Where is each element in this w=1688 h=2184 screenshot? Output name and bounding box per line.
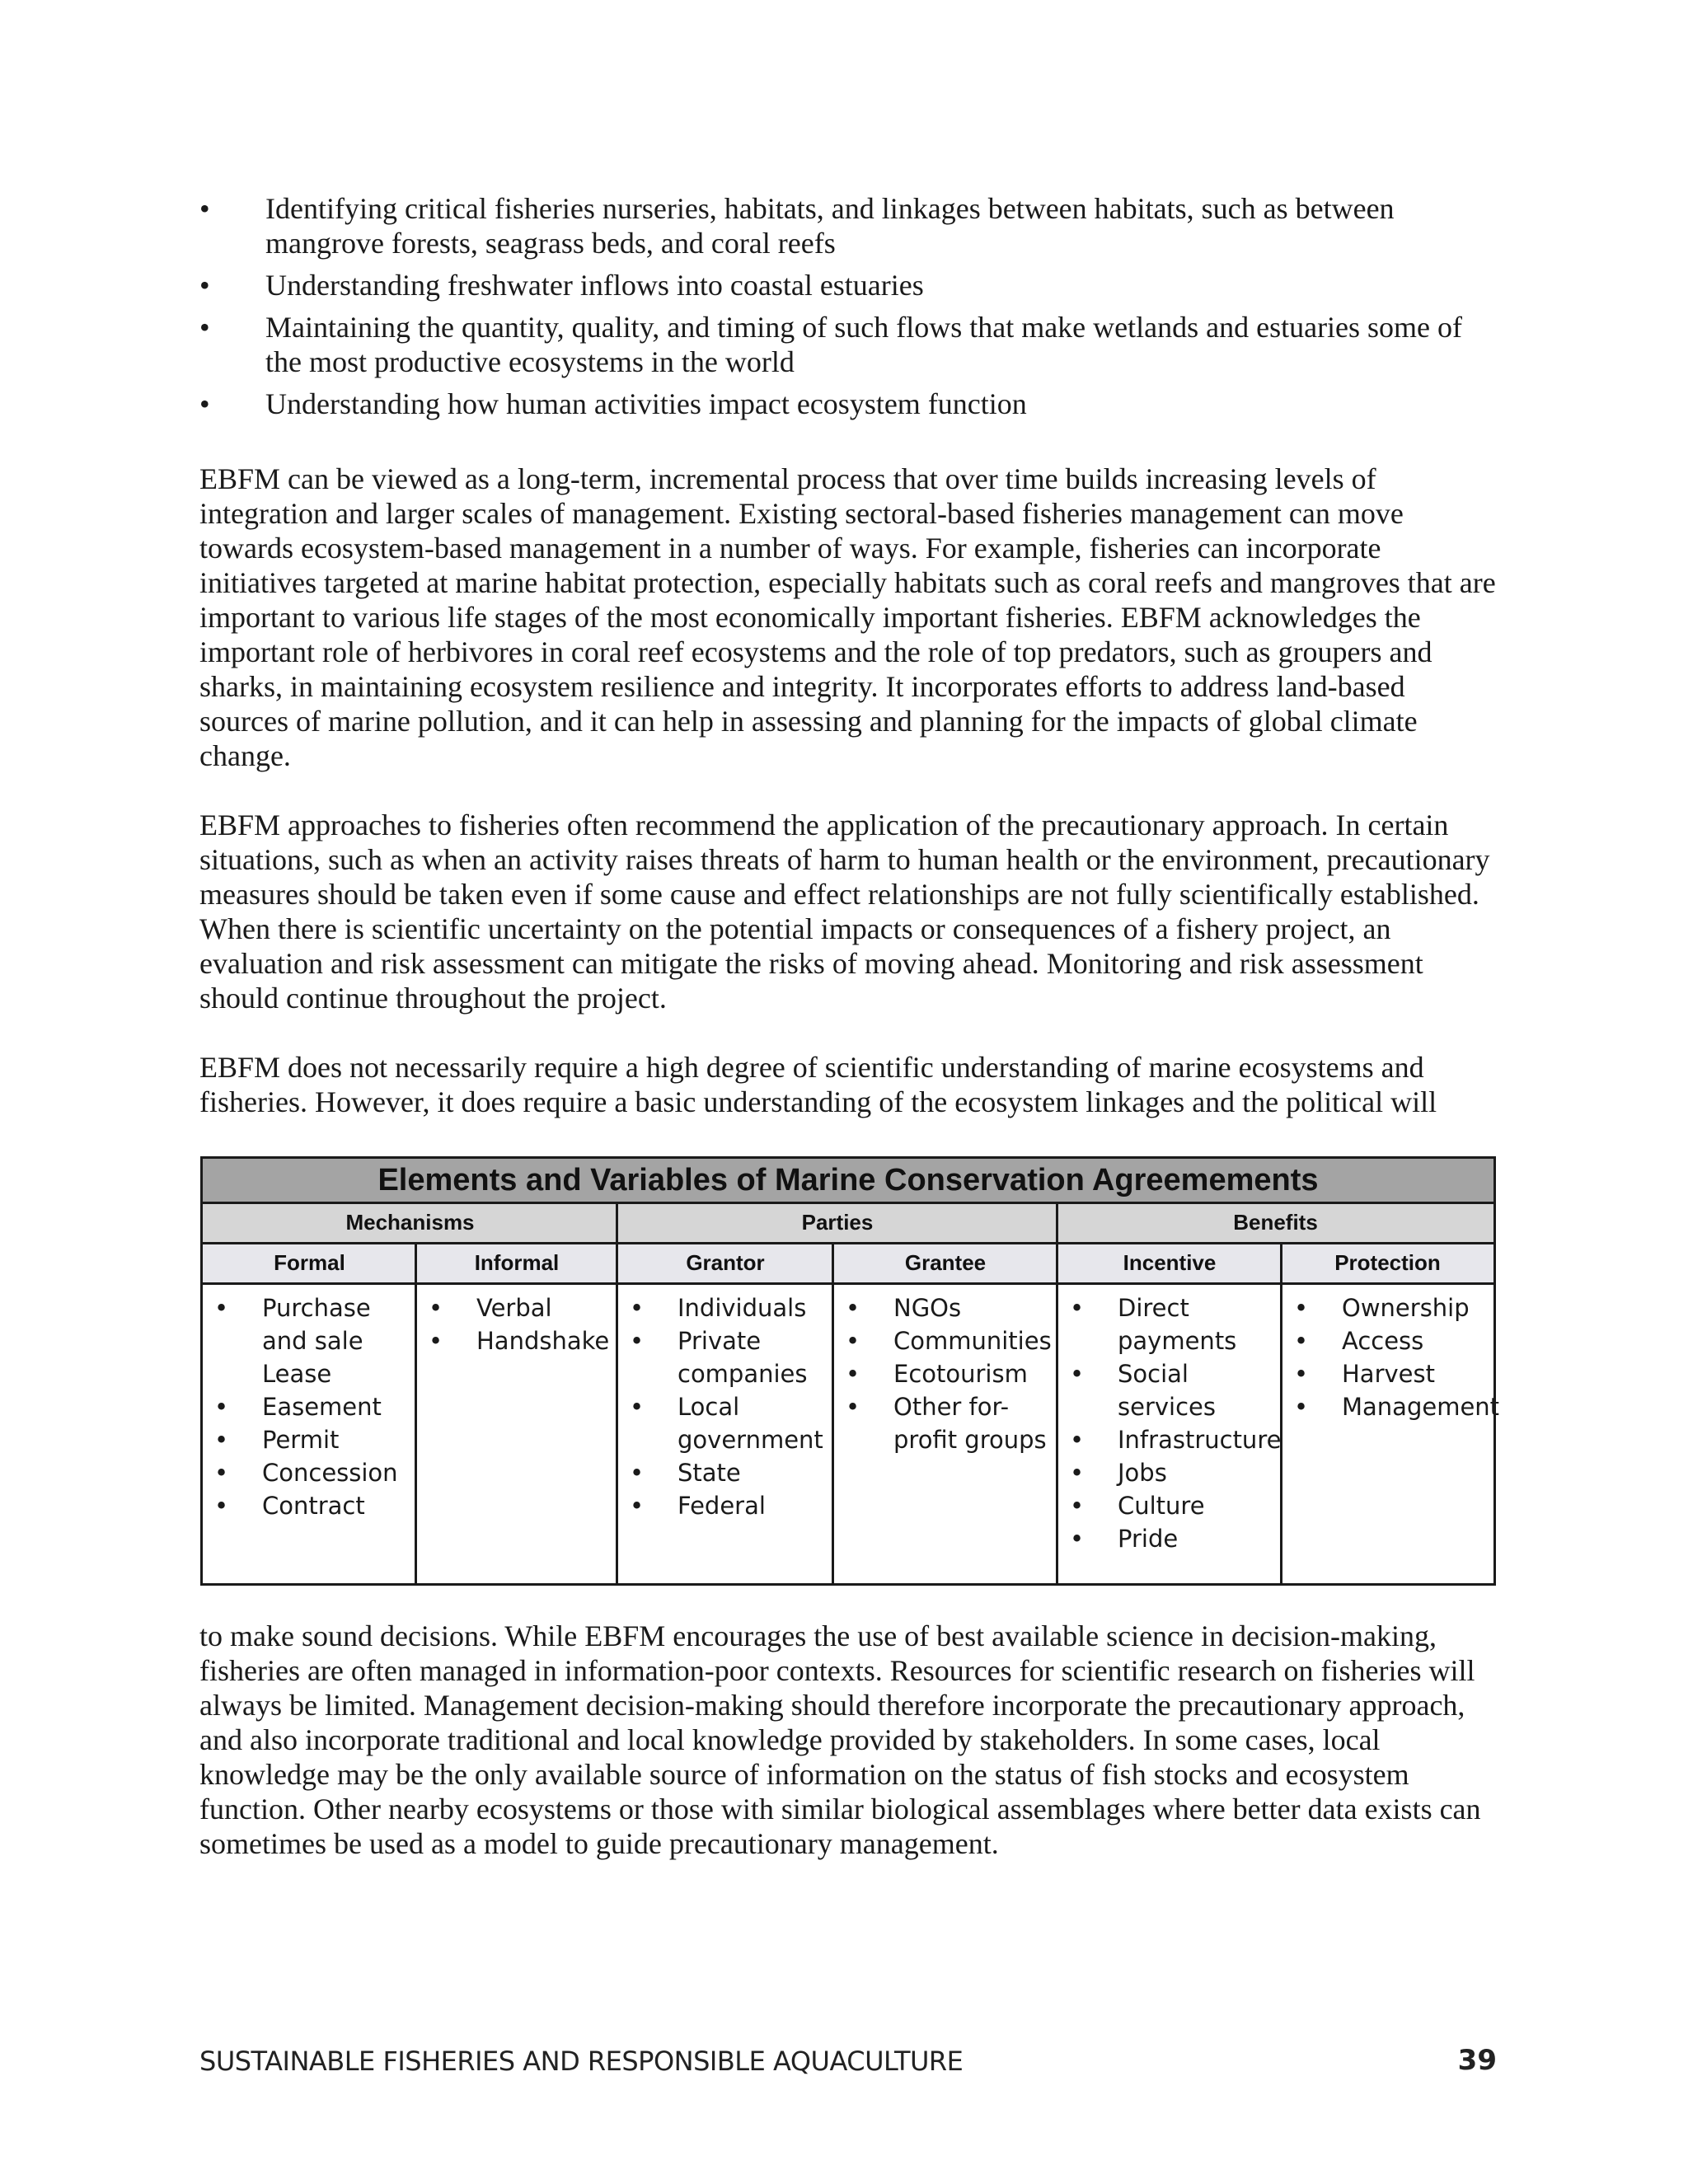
table-list-item	[1058, 1423, 1280, 1456]
table-list-item	[1058, 1291, 1280, 1324]
table-item-text: Access	[1342, 1327, 1424, 1355]
bullet-icon: •	[429, 1294, 443, 1322]
table-list-item	[1282, 1390, 1500, 1423]
table-list-item	[203, 1357, 415, 1390]
bullet-icon: •	[214, 1492, 229, 1520]
table-list-item	[618, 1456, 832, 1489]
bullet-icon: •	[1070, 1492, 1085, 1520]
table-list-item	[834, 1390, 1056, 1423]
table-list-item	[417, 1324, 616, 1357]
table-item-text: Management	[1342, 1393, 1500, 1421]
table-item-text: Communities	[893, 1327, 1052, 1355]
table-item-text: Lease	[262, 1360, 332, 1388]
table-list-item	[834, 1357, 1056, 1390]
table-list-item	[618, 1357, 832, 1390]
bullet-icon: •	[630, 1393, 645, 1421]
table-item-text: Federal	[678, 1492, 766, 1520]
cell-informal	[417, 1285, 616, 1583]
table-item-text: Local	[678, 1393, 740, 1421]
table-list-item	[618, 1291, 832, 1324]
paragraph-precautionary-approach: EBFM approaches to fisheries often recommend the application of the precautionary approach. In certain situations, such as when an activity raises threats of harm to human health or the environment, precautionary measures should be taken even if some cause and effect relationships are not fully scientifically established. When there is scientific uncertainty on the potential impacts or consequences of a fishery project, an evaluation and risk assessment can mitigate the risks of moving ahead. Monitoring and risk assessment should continue throughout the project.	[199, 808, 1490, 1015]
table-item-text: Individuals	[678, 1294, 807, 1322]
table-list-item	[1058, 1390, 1280, 1423]
bullet-icon: •	[1070, 1426, 1085, 1454]
bullet-icon: •	[1070, 1525, 1085, 1553]
bullet-icon: •	[1070, 1459, 1085, 1487]
table-item-text: government	[678, 1426, 823, 1454]
table-list-item	[1282, 1291, 1493, 1324]
table-item-text: services	[1118, 1393, 1216, 1421]
bullet-icon: •	[1070, 1360, 1085, 1388]
bullet-icon: •	[199, 192, 210, 225]
marine-conservation-agreements-table	[200, 1156, 1500, 1586]
bullet-icon: •	[630, 1492, 645, 1520]
table-title: Elements and Variables of Marine Conservation Agreemements	[203, 1159, 1493, 1204]
table-list-item	[203, 1324, 415, 1357]
cell-incentive	[1058, 1285, 1280, 1583]
bullet-icon: •	[846, 1294, 860, 1322]
bullet-icon: •	[1070, 1294, 1085, 1322]
cell-grantee	[834, 1285, 1056, 1583]
column-header-protection: Protection	[1334, 1250, 1441, 1275]
table-item-text: Contract	[262, 1492, 365, 1520]
table-list-item	[618, 1390, 832, 1423]
table-item-text: NGOs	[893, 1294, 962, 1322]
table-list-item	[1058, 1357, 1280, 1390]
bullet-text: Understanding freshwater inflows into coastal estuaries	[265, 269, 924, 302]
table-list-item	[618, 1489, 832, 1522]
table-item-text: Easement	[262, 1393, 382, 1421]
table-item-text: Private	[678, 1327, 762, 1355]
table-item-text: Social	[1118, 1360, 1189, 1388]
table-item-text: State	[678, 1459, 741, 1487]
table-list-item	[1282, 1357, 1493, 1390]
bullet-icon: •	[199, 269, 210, 302]
bullet-icon: •	[1294, 1360, 1309, 1388]
table-item-text: and sale	[262, 1327, 363, 1355]
cell-grantor	[618, 1285, 832, 1583]
table-item-text: Purchase	[262, 1294, 371, 1322]
table-list-item	[834, 1423, 1056, 1456]
table-list-item	[1058, 1456, 1280, 1489]
table-list-item	[1282, 1324, 1493, 1357]
table-item-text: Ecotourism	[893, 1360, 1028, 1388]
table-list-item	[1058, 1489, 1280, 1522]
column-header-informal: Informal	[474, 1250, 560, 1275]
table-item-text: payments	[1118, 1327, 1237, 1355]
table-item-text: companies	[678, 1360, 808, 1388]
table-item-text: Other for-	[893, 1393, 1010, 1421]
bullet-icon: •	[630, 1294, 645, 1322]
bullet-icon: •	[214, 1294, 229, 1322]
bullet-icon: •	[214, 1459, 229, 1487]
table-item-text: Culture	[1118, 1492, 1205, 1520]
table-list-item	[1058, 1522, 1280, 1555]
table-list-item	[203, 1291, 415, 1324]
cell-formal	[203, 1285, 415, 1583]
bullet-icon: •	[846, 1393, 860, 1421]
column-header-grantor: Grantor	[686, 1250, 765, 1275]
group-header-parties: Parties	[801, 1210, 874, 1235]
paragraph-long-term-process: EBFM can be viewed as a long-term, incremental process that over time builds increasing levels of integration and larger scales of management. Existing sectoral-based fisheries management can move towards ecosystem-based management in a number of ways. For example, fisheries can incorporate initiatives targeted at marine habitat protection, especially habitats such as coral reefs and mangroves that are important to various life stages of the most economically important fisheries. EBFM acknowledges the important role of herbivores in coral reef ecosystems and the role of top predators, such as groupers and sharks, in maintaining ecosystem resilience and integrity. It incorporates efforts to address land-based sources of marine pollution, and it can help in assessing and planning for the impacts of global climate change.	[199, 462, 1496, 772]
column-header-formal: Formal	[274, 1250, 345, 1275]
table-item-text: Jobs	[1118, 1459, 1167, 1487]
bullet-icon: •	[846, 1360, 860, 1388]
bullet-icon: •	[429, 1327, 443, 1355]
list-item	[199, 191, 1493, 260]
column-header-incentive: Incentive	[1123, 1250, 1217, 1275]
running-footer-title: SUSTAINABLE FISHERIES AND RESPONSIBLE AQUACULTURE	[199, 2046, 964, 2077]
bullet-icon: •	[214, 1426, 229, 1454]
table-item-text: Ownership	[1342, 1294, 1470, 1322]
bullet-icon: •	[1294, 1294, 1309, 1322]
table-list-item	[618, 1423, 832, 1456]
table-item-text: Handshake	[476, 1327, 610, 1355]
bullet-icon: •	[214, 1393, 229, 1421]
column-header-grantee: Grantee	[904, 1250, 987, 1275]
bullet-text: Maintaining the quantity, quality, and timing of such flows that make wetlands and estuaries some of the most productive ecosystems in the world	[265, 311, 1463, 378]
bullet-icon: •	[199, 387, 210, 420]
list-item	[199, 268, 1493, 302]
bullet-list	[199, 191, 1493, 429]
group-header-mechanisms: Mechanisms	[345, 1210, 475, 1235]
paragraph-scientific-understanding: EBFM does not necessarily require a high degree of scientific understanding of marine ecosystems and fisheries. However, it does require a basic understanding of the ecosystem linkages and the political will	[199, 1051, 1437, 1118]
table-list-item	[834, 1291, 1056, 1324]
paragraph-sound-decisions: to make sound decisions. While EBFM encourages the use of best available science in decision-making, fisheries are often managed in information-poor contexts. Resources for scientific research on fisheries will always be limited. Management decision-making should therefore incorporate the precautionary approach, and also incorporate traditional and local knowledge provided by stakeholders. In some cases, local knowledge may be the only available source of information on the status of fish stocks and ecosystem function. Other nearby ecosystems or those with similar biological assemblages where better data exists can sometimes be used as a model to guide precautionary management.	[199, 1619, 1481, 1860]
table-item-text: Pride	[1118, 1525, 1179, 1553]
table-list-item	[203, 1423, 415, 1456]
table-item-text: Verbal	[476, 1294, 552, 1322]
table-column-header-row	[203, 1244, 1493, 1285]
table-item-text: Concession	[262, 1459, 398, 1487]
bullet-icon: •	[1294, 1393, 1309, 1421]
table-list-item	[618, 1324, 832, 1357]
list-item	[199, 310, 1493, 379]
table-list-item	[834, 1324, 1056, 1357]
table-list-item	[203, 1390, 415, 1423]
table-item-text: Permit	[262, 1426, 340, 1454]
bullet-icon: •	[846, 1327, 860, 1355]
cell-protection	[1282, 1285, 1500, 1583]
table-group-header-row	[203, 1204, 1493, 1244]
bullet-icon: •	[1294, 1327, 1309, 1355]
table-list-item	[417, 1291, 616, 1324]
bullet-text: Understanding how human activities impact ecosystem function	[265, 387, 1027, 420]
table-list-item	[203, 1489, 415, 1522]
bullet-icon: •	[630, 1327, 645, 1355]
table-list-item	[203, 1456, 415, 1489]
table-list-item	[1058, 1324, 1280, 1357]
bullet-text: Identifying critical fisheries nurseries, habitats, and linkages between habitats, such as between mangrove forests, seagrass beds, and coral reefs	[265, 192, 1395, 260]
group-header-benefits: Benefits	[1233, 1210, 1318, 1235]
list-item	[199, 387, 1493, 421]
page-number: 39	[1457, 2044, 1497, 2077]
bullet-icon: •	[630, 1459, 645, 1487]
table-item-text: Infrastructure	[1118, 1426, 1282, 1454]
table-item-text: profit groups	[893, 1426, 1047, 1454]
table-item-text: Direct	[1118, 1294, 1189, 1322]
table-item-text: Harvest	[1342, 1360, 1435, 1388]
bullet-icon: •	[199, 311, 210, 344]
